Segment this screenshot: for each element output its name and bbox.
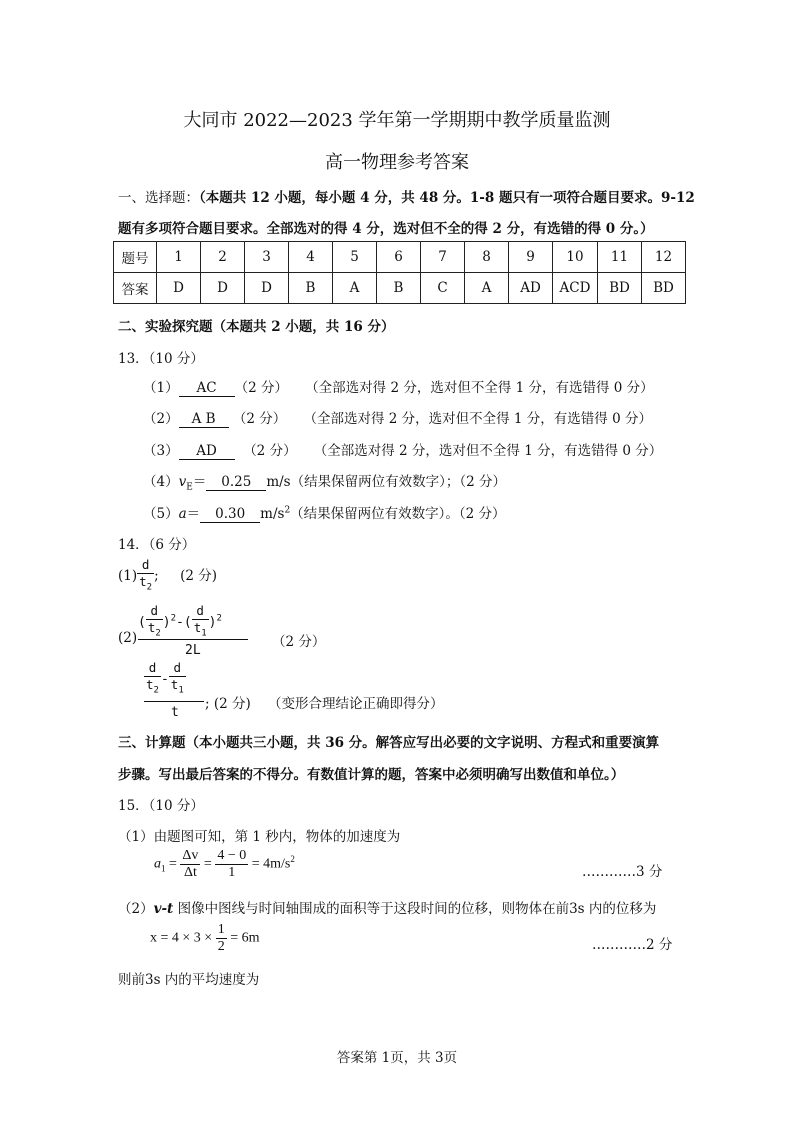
unit: m/s [260, 506, 285, 522]
frac-num: d [169, 660, 186, 677]
q13-item-2 [143, 407, 652, 428]
frac-den [169, 677, 186, 699]
item-note: （全部选对得 2 分，选对但不全得 1 分，有选错得 0 分） [305, 380, 654, 396]
section1-intro [118, 186, 695, 206]
equals: = [251, 856, 260, 872]
q13-item-5 [143, 502, 506, 523]
unit: m/s [266, 474, 291, 490]
section3-heading-line2: 步骤。写出最后答案的不得分。有数值计算的题，答案中必须明确写出数值和单位。） [118, 767, 625, 783]
table-cell: B [377, 273, 421, 304]
part-note: （变形合理结论正确即得分） [267, 696, 444, 712]
t-symbol: t [139, 574, 147, 589]
var-sub-e: E [186, 482, 193, 493]
table-cell: D [201, 273, 245, 304]
answer-blank: 0.25 [206, 475, 266, 491]
t-sub: 2 [155, 628, 161, 639]
fraction-bar [138, 639, 248, 640]
item-number: （4） [143, 474, 179, 490]
q14-part3-tail [205, 692, 443, 712]
table-cell: B [289, 273, 333, 304]
result: 4m/s [263, 856, 291, 872]
frac-num: d [192, 603, 209, 620]
item-score: （2 分） [234, 380, 288, 396]
table-row-answers [114, 273, 686, 304]
section1-label: 一、选择题： [118, 190, 199, 206]
table-cell: BD [598, 273, 642, 304]
unit-sup: 2 [284, 505, 291, 516]
q14-part2-num-label: (2) [118, 630, 138, 646]
table-cell: 11 [598, 242, 642, 273]
q14-part3-numerator [144, 660, 186, 699]
q15-part1: （1）由题图可知，第 1 秒内，物体的加速度为 [118, 829, 401, 845]
answer-blank: A B [179, 412, 229, 428]
answer-blank: AC [179, 381, 235, 397]
paren-right: ) [162, 614, 171, 630]
frac-den [137, 574, 154, 596]
page-title: 大同市 2022—2023 学年第一学期期中教学质量监测 [183, 110, 611, 131]
table-row-numbers [114, 242, 686, 273]
fraction-dv-dt [180, 848, 200, 881]
q13-item-3 [143, 439, 662, 460]
result-sup: 2 [290, 854, 295, 865]
frac-num: 1 [217, 922, 225, 937]
table-cell: 10 [553, 242, 598, 273]
square-sup: 2 [216, 613, 222, 624]
fraction-d-over-t2 [137, 557, 154, 596]
table-cell: 3 [245, 242, 289, 273]
equals: ＝ [192, 474, 207, 490]
table-cell: D [245, 273, 289, 304]
frac-num: d [137, 557, 154, 574]
fraction-1-over-2 [216, 922, 227, 955]
frac-den: 2 [217, 939, 225, 954]
eq-lhs: x = 4 × 3 × [150, 930, 213, 946]
table-header-cell: 题号 [114, 242, 157, 273]
item-score: （2 分） [243, 443, 297, 459]
fraction-d-over-t2 [146, 603, 163, 642]
paren-left: ( [183, 614, 192, 630]
q15-eq1-score: …………3 分 [582, 864, 663, 880]
item-note: （结果保留两位有效数字）。（2 分） [290, 506, 506, 522]
item-note: （全部选对得 2 分，选对但不全得 1 分，有选错得 0 分） [313, 443, 663, 459]
answer-blank: 0.30 [200, 507, 260, 523]
q15-part2 [118, 897, 656, 917]
table-cell: 1 [157, 242, 201, 273]
t-symbol: t [146, 677, 154, 692]
q13-header: 13．（10 分） [118, 351, 204, 367]
table-cell: 2 [201, 242, 245, 273]
q14-header: 14．（6 分） [118, 537, 196, 553]
item-note: （结果保留两位有效数字）；（2 分） [290, 474, 506, 490]
q15-eq2-score: …………2 分 [592, 937, 673, 953]
fraction-bar [144, 701, 204, 702]
part-score: (2 分) [180, 567, 218, 584]
table-cell: C [421, 273, 465, 304]
t-symbol: t [147, 620, 156, 635]
var-a: a [154, 856, 161, 872]
var-a: a [178, 506, 187, 522]
answer-blank: AD [179, 444, 235, 460]
t-sub: 2 [146, 582, 153, 593]
q13-item-4 [143, 470, 506, 493]
equals: = [169, 856, 177, 872]
t-sub: 2 [153, 685, 159, 696]
frac-num: d [144, 660, 161, 677]
fraction-d-over-t1 [192, 603, 209, 642]
var-sub: 1 [161, 863, 166, 874]
section1-desc-line2: 题有多项符合题目要求。全部选对的得 4 分，选对但不全的得 2 分，有选错的得 0 分。） [118, 221, 654, 237]
minus-sign: - [176, 614, 184, 630]
paren-left: ( [138, 614, 146, 630]
item-note: （全部选对得 2 分，选对但不全得 1 分，有选错得 0 分） [303, 411, 652, 427]
item-number: （3） [143, 443, 179, 459]
answer-table [113, 241, 686, 304]
fraction-d-over-t2 [144, 660, 161, 699]
t-sub: 1 [201, 628, 207, 639]
part-number: (1) [118, 567, 138, 584]
table-cell: 5 [333, 242, 377, 273]
table-cell: BD [642, 273, 686, 304]
part-score: (2 分) [213, 696, 251, 712]
q15-equation1 [154, 848, 295, 881]
section3-heading-line1: 三、计算题（本小题共三小题，共 36 分。解答应写出必要的文字说明、方程式和重要演算 [118, 735, 660, 751]
q14-part3-denominator: t [171, 705, 179, 720]
frac-num: Δv [182, 848, 199, 863]
part2-text: 图像中图线与时间轴围成的面积等于这段时间的位移，则物体在前3s 内的位移为 [173, 901, 657, 917]
fraction-d-over-t1 [169, 660, 186, 699]
table-header-cell: 答案 [114, 273, 157, 304]
q14-part2-score: （2 分） [272, 634, 326, 650]
table-cell: 9 [509, 242, 553, 273]
frac-den: Δt [183, 865, 197, 880]
table-cell: 6 [377, 242, 421, 273]
page-footer: 答案第 1页，共 3页 [336, 1050, 458, 1066]
frac-den: 1 [228, 865, 236, 880]
table-cell: A [333, 273, 377, 304]
section1-desc-line1: （本题共 12 小题，每小题 4 分，共 48 分。1-8 题只有一项符合题目要求。9-12 [199, 190, 695, 206]
vt-label: v-t [153, 901, 174, 917]
eq-rhs: = 6m [230, 930, 260, 946]
semicolon: ; [205, 696, 210, 712]
q13-item-1 [143, 376, 654, 397]
item-number: （5） [143, 506, 179, 522]
table-cell: A [465, 273, 509, 304]
frac-num: d [146, 603, 163, 620]
page-subtitle: 高一物理参考答案 [325, 152, 469, 173]
var-v: v [178, 474, 187, 490]
item-score: （2 分） [232, 411, 287, 427]
q14-part2-numerator [138, 603, 222, 642]
q14-part1 [118, 557, 217, 596]
q15-header: 15．（10 分） [118, 798, 204, 814]
paren-right: ) [208, 614, 217, 630]
frac-den [144, 677, 161, 699]
table-cell: D [157, 273, 201, 304]
table-cell: 4 [289, 242, 333, 273]
item-number: （1） [143, 380, 179, 396]
equals: ＝ [186, 506, 201, 522]
t-sub: 1 [178, 685, 184, 696]
equals: = [203, 856, 212, 872]
square-sup: 2 [170, 613, 177, 624]
table-cell: AD [509, 273, 553, 304]
item-number: （2） [143, 411, 179, 427]
q15-equation2 [150, 922, 259, 955]
table-cell: ACD [553, 273, 598, 304]
table-cell: 12 [642, 242, 686, 273]
q15-part3: 则前3s 内的平均速度为 [118, 972, 260, 988]
table-cell: 7 [421, 242, 465, 273]
fraction-4-0-over-1 [215, 848, 248, 881]
minus-sign: - [160, 671, 169, 687]
part-number: （2） [118, 901, 154, 917]
t-symbol: t [170, 677, 179, 692]
t-symbol: t [193, 620, 202, 635]
frac-num: 4 − 0 [217, 848, 247, 863]
section2-heading: 二、实验探究题（本题共 2 小题，共 16 分） [118, 319, 395, 335]
q14-part2-denominator: 2L [185, 643, 201, 658]
semicolon: ; [154, 567, 159, 584]
table-cell: 8 [465, 242, 509, 273]
